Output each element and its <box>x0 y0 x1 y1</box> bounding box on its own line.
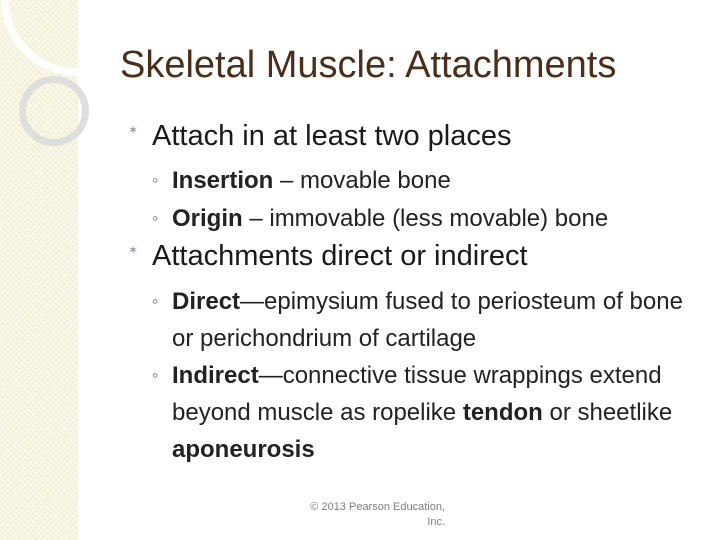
term-aponeurosis: aponeurosis <box>172 436 315 463</box>
term-indirect: Indirect <box>172 362 259 389</box>
sub-bullet-text: or sheetlike <box>542 399 673 426</box>
copyright-footer <box>290 500 445 530</box>
sub-bullet-marker-icon: ◦ <box>152 291 159 311</box>
sub-bullet-insertion <box>152 162 707 199</box>
bullet-attach <box>128 120 512 153</box>
slide-title: Skeletal Muscle: Attachments <box>120 44 617 86</box>
sub-bullet-marker-icon: ◦ <box>152 170 159 190</box>
sub-bullet-text: —connective tissue wrappings extend beyond muscle as ropelike <box>172 362 662 426</box>
decorative-side-panel <box>0 0 78 540</box>
decorative-ring-small <box>19 76 89 146</box>
term-insertion: Insertion <box>172 167 274 194</box>
sub-bullet-text: – immovable (less movable) bone <box>242 205 609 232</box>
bullet-marker-icon: ✶ <box>128 123 139 137</box>
sub-bullet-indirect <box>152 357 707 468</box>
sub-bullet-origin <box>152 200 707 237</box>
sub-bullet-text: —epimysium fused to periosteum of bone or perichondrium of cartilage <box>172 288 683 352</box>
term-origin: Origin <box>172 205 243 232</box>
sub-bullet-text: – movable bone <box>273 167 451 194</box>
bullet-text: Attach in at least two places <box>152 120 512 152</box>
bullet-marker-icon: ✶ <box>128 243 139 257</box>
bullet-text: Attachments direct or indirect <box>152 240 528 272</box>
term-direct: Direct <box>172 288 241 315</box>
sub-bullet-marker-icon: ◦ <box>152 208 159 228</box>
sub-bullet-marker-icon: ◦ <box>152 365 159 385</box>
footer-line: Inc. <box>427 516 445 528</box>
bullet-attachments <box>128 240 528 273</box>
footer-line: © 2013 Pearson Education, <box>310 501 445 513</box>
term-tendon: tendon <box>462 399 543 426</box>
sub-bullet-direct <box>152 283 707 357</box>
